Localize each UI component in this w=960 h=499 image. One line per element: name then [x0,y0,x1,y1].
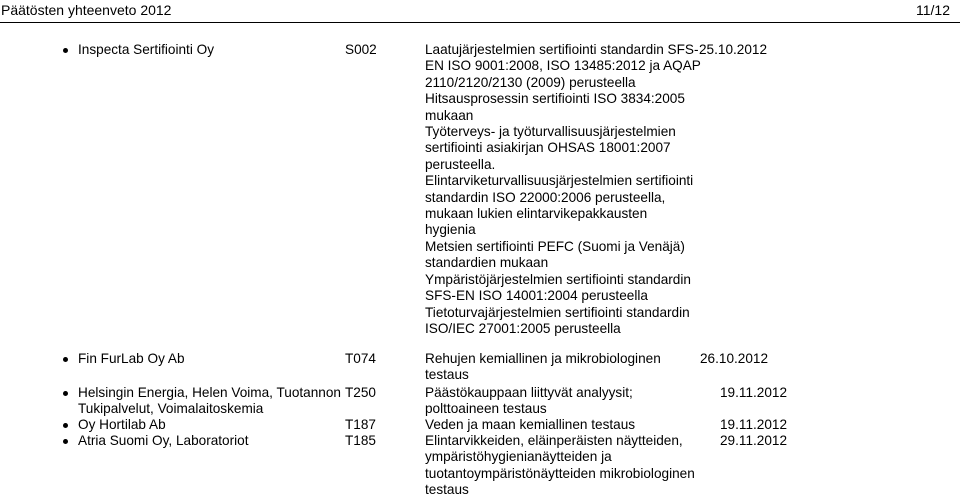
decision-code: T250 [345,385,376,400]
bullet-icon [63,423,68,428]
decision-code: T187 [345,417,376,432]
description: Veden ja maan kemiallinen testaus [425,417,636,432]
decision-code: T074 [345,351,376,366]
bullet-icon [63,357,68,362]
decision-date: 19.11.2012 [720,417,788,432]
description: Rehujen kemiallinen ja mikrobiologinen testaus [425,351,661,383]
decision-date: 19.11.2012 [720,385,788,400]
decision-date: 26.10.2012 [700,351,769,366]
header-divider [0,22,960,23]
organization: Fin FurLab Oy Ab [78,351,185,366]
bullet-icon [63,48,68,53]
organization: Atria Suomi Oy, Laboratoriot [78,433,249,448]
decision-date: 29.11.2012 [720,433,788,448]
bullet-icon [63,391,68,396]
decision-date: 25.10.2012 [699,42,768,57]
description: Elintarvikkeiden, eläinperäisten näytteiden, ympäristöhygienianäytteiden ja tuotantoympäristönäytteiden mikrobiologinen testaus [425,433,695,498]
description: Päästökauppaan liittyvät analyysit; polttoaineen testaus [425,385,633,417]
organization: Oy Hortilab Ab [78,417,166,432]
bullet-icon [63,439,68,444]
organization: Helsingin Energia, Helen Voima, Tuotannon Tukipalvelut, Voimalaitoskemia [78,385,341,417]
organization: Inspecta Sertifiointi Oy [78,42,214,57]
page-title: Päätösten yhteenveto 2012 [1,2,172,18]
page-number: 11/12 [916,2,950,18]
decision-code: T185 [345,433,376,448]
decision-code: S002 [345,42,377,57]
description: Laatujärjestelmien sertifiointi standardin SFS- EN ISO 9001:2008, ISO 13485:2012 ja AQAP 2110/2120/2130 (2009) perusteella Hitsausprosessin sertifiointi ISO 3834:2005 mukaan Työterveys- ja työturvallisuusjärjestelmien sertifiointi asiakirjan OHSAS 18001:2007 perusteella. Elintarviketurvallisuusjärjestelmien sertifiointi standardin ISO 22000:2006 perusteella, mukaan lukien elintarvikepakkausten hygienia Metsien sertifiointi PEFC (Suomi ja Venäjä) standardien mukaan Ympäristöjärjestelmien sertifiointi standardin SFS-EN ISO 14001:2004 perusteella Tietoturvajärjestelmien sertifiointi standardin ISO/IEC 27001:2005 perusteella [425,42,701,336]
